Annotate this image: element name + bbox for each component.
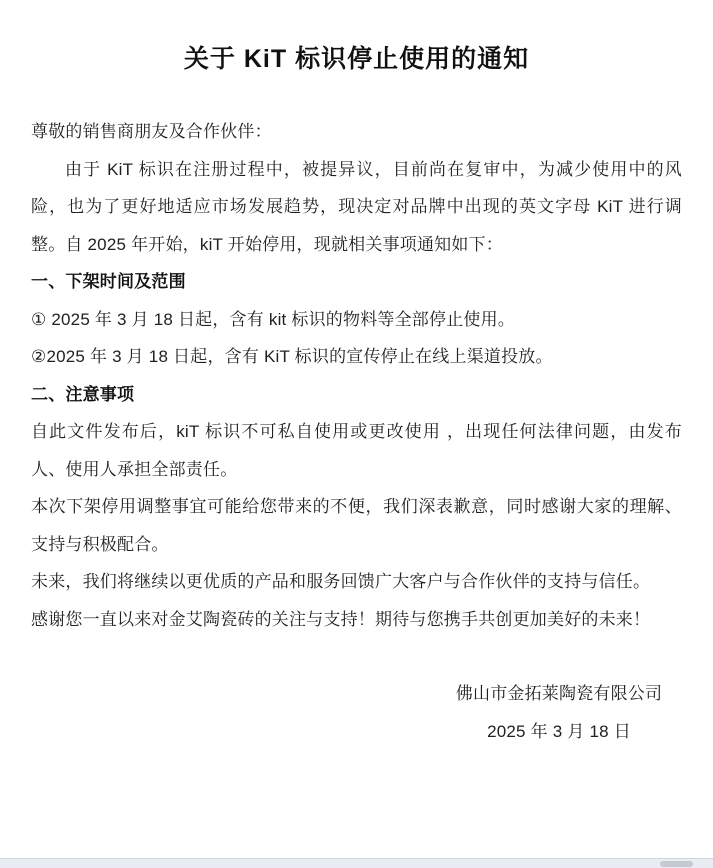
section1-item-1: ① 2025 年 3 月 18 日起，含有 kit 标识的物料等全部停止使用。 <box>31 309 516 329</box>
section2-paragraph-2: 本次下架停用调整事宜可能给您带来的不便，我们深表歉意，同时感谢大家的理解、支持与积极配合。 <box>31 497 682 554</box>
section2-heading: 二、注意事项 <box>31 384 135 404</box>
section2-paragraph-4: 感谢您一直以来对金艾陶瓷砖的关注与支持！期待与您携手共创更加美好的未来！ <box>31 609 651 629</box>
signature-date: 2025 年 3 月 18 日 <box>487 721 631 741</box>
intro-paragraph: 由于 KiT 标识在注册过程中，被提异议，目前尚在复审中，为减少使用中的风险，也为了更好地适应市场发展趋势，现决定对品牌中出现的英文字母 KiT 进行调整。自 2025 年开始，kiT 开始停用，现就相关事项通知如下： <box>31 159 682 254</box>
signature-block <box>419 675 699 750</box>
section2-paragraph-1: 自此文件发布后，kiT 标识不可私自使用或更改使用 ，出现任何法律问题，由发布人、使用人承担全部责任。 <box>31 422 682 479</box>
document-title: 关于 KiT 标识停止使用的通知 <box>183 45 530 73</box>
section1-heading: 一、下架时间及范围 <box>31 272 186 291</box>
document-page <box>0 42 713 868</box>
section2-paragraph-3: 未来，我们将继续以更优质的产品和服务回馈广大客户与合作伙伴的支持与信任。 <box>31 572 651 591</box>
salutation: 尊敬的销售商朋友及合作伙伴： <box>31 122 272 141</box>
section1-item-2: ②2025 年 3 月 18 日起，含有 KiT 标识的宣传停止在线上渠道投放。 <box>31 347 553 366</box>
window-bottom-bar <box>0 858 713 868</box>
signature-company: 佛山市金拓莱陶瓷有限公司 <box>455 684 663 703</box>
horizontal-scrollbar-thumb[interactable] <box>660 861 693 867</box>
